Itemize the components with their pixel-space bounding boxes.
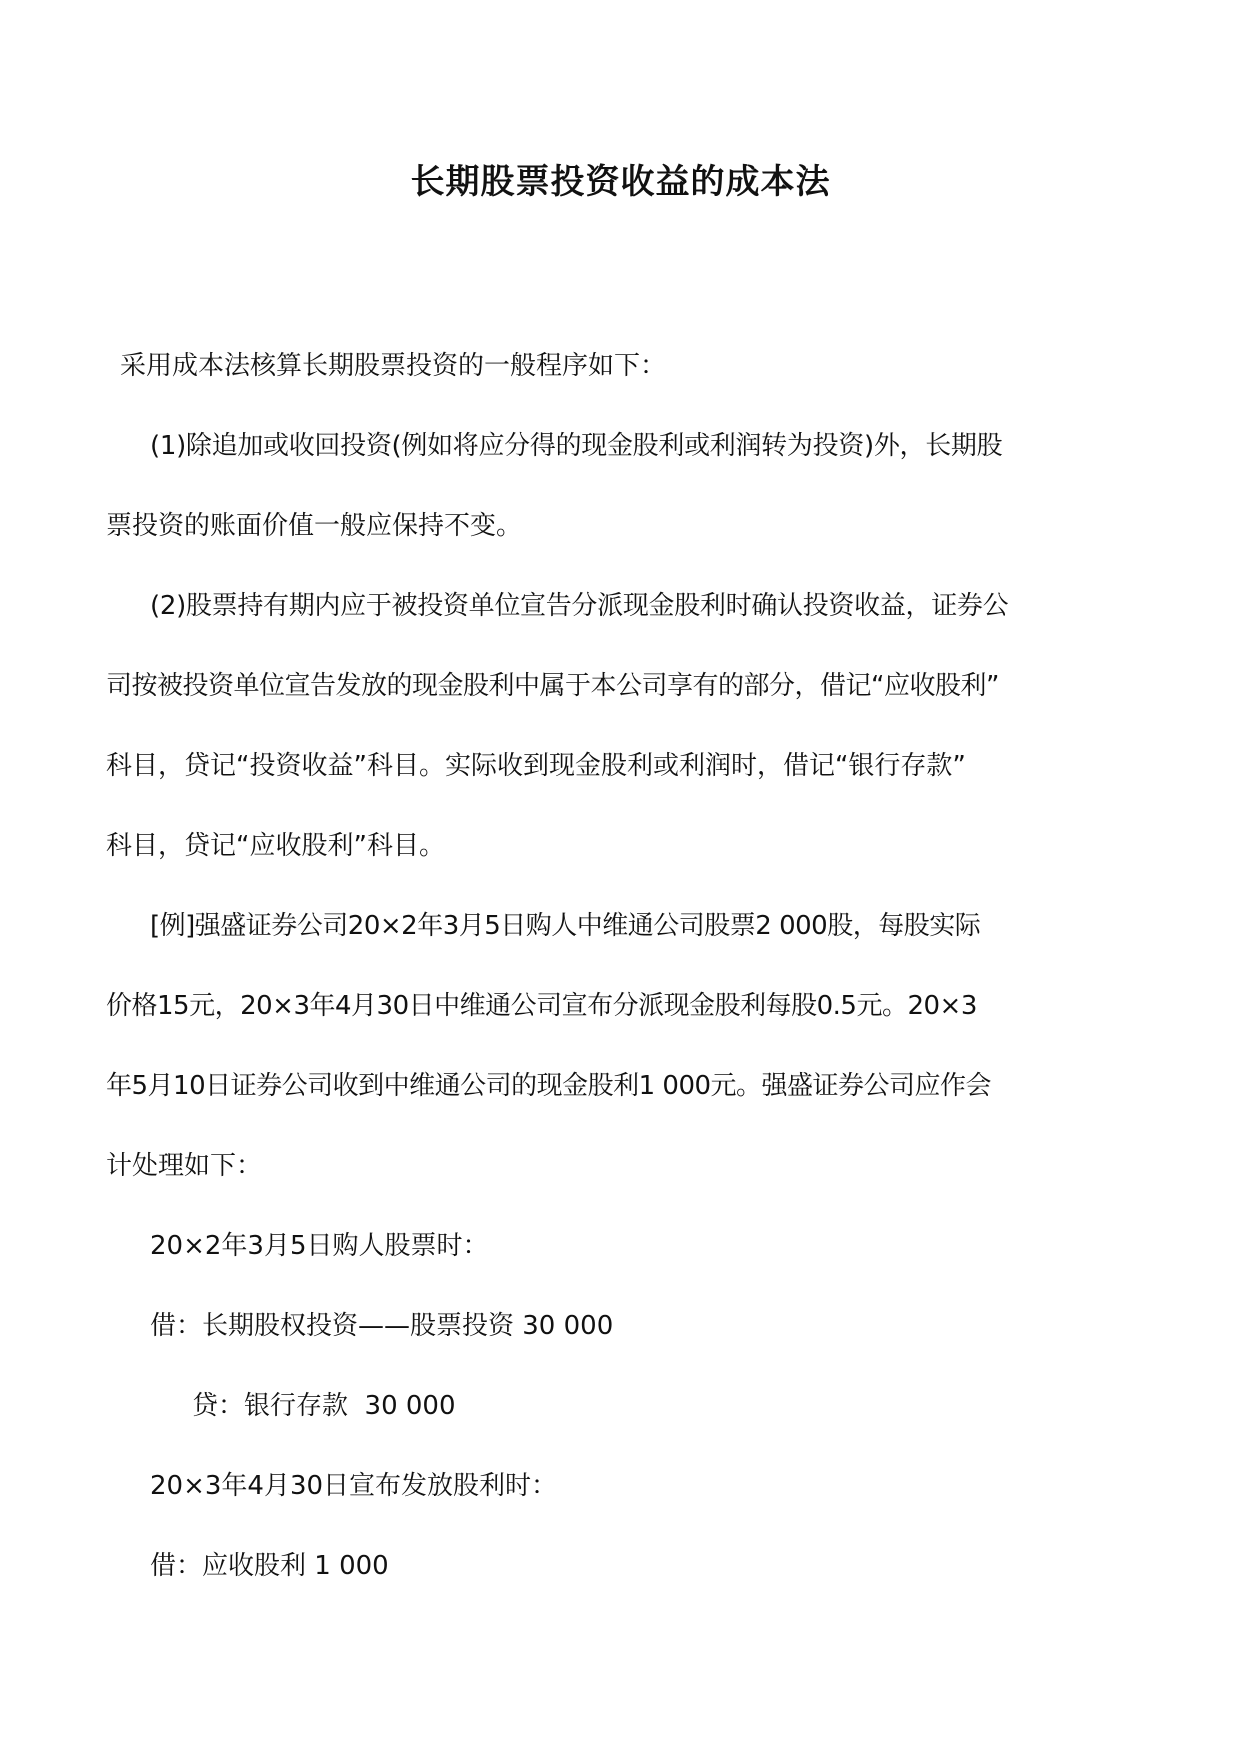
entry-1-heading: 20×2年3月5日购人股票时： bbox=[150, 1231, 489, 1261]
paragraph-1-line-2: 票投资的账面价值一般应保持不变。 bbox=[106, 511, 523, 541]
entry-2-debit: 借：应收股利 1 000 bbox=[150, 1551, 389, 1581]
paragraph-1-line-1: (1)除追加或收回投资(例如将应分得的现金股利或利润转为投资)外，长期股 bbox=[150, 431, 1003, 461]
paragraph-2-line-3: 科目，贷记“投资收益”科目。实际收到现金股利或利润时，借记“银行存款” bbox=[106, 751, 966, 781]
paragraph-intro: 采用成本法核算长期股票投资的一般程序如下： bbox=[120, 351, 667, 381]
entry-1-debit: 借：长期股权投资——股票投资 30 000 bbox=[150, 1311, 614, 1341]
entry-2-heading: 20×3年4月30日宣布发放股利时： bbox=[150, 1471, 558, 1501]
example-line-3: 年5月10日证券公司收到中维通公司的现金股利1 000元。强盛证券公司应作会 bbox=[106, 1071, 992, 1101]
paragraph-2-line-1: (2)股票持有期内应于被投资单位宣告分派现金股利时确认投资收益，证券公 bbox=[150, 591, 1009, 621]
example-line-4: 计处理如下： bbox=[106, 1151, 263, 1181]
document-title: 长期股票投资收益的成本法 bbox=[410, 162, 831, 202]
example-line-1: [例]强盛证券公司20×2年3月5日购人中维通公司股票2 000股，每股实际 bbox=[150, 911, 981, 941]
entry-1-credit: 贷：银行存款 30 000 bbox=[192, 1391, 456, 1421]
paragraph-2-line-2: 司按被投资单位宣告发放的现金股利中属于本公司享有的部分，借记“应收股利” bbox=[106, 671, 999, 701]
example-line-2: 价格15元，20×3年4月30日中维通公司宣布分派现金股利每股0.5元。20×3 bbox=[106, 991, 977, 1021]
paragraph-2-line-4: 科目，贷记“应收股利”科目。 bbox=[106, 831, 445, 861]
